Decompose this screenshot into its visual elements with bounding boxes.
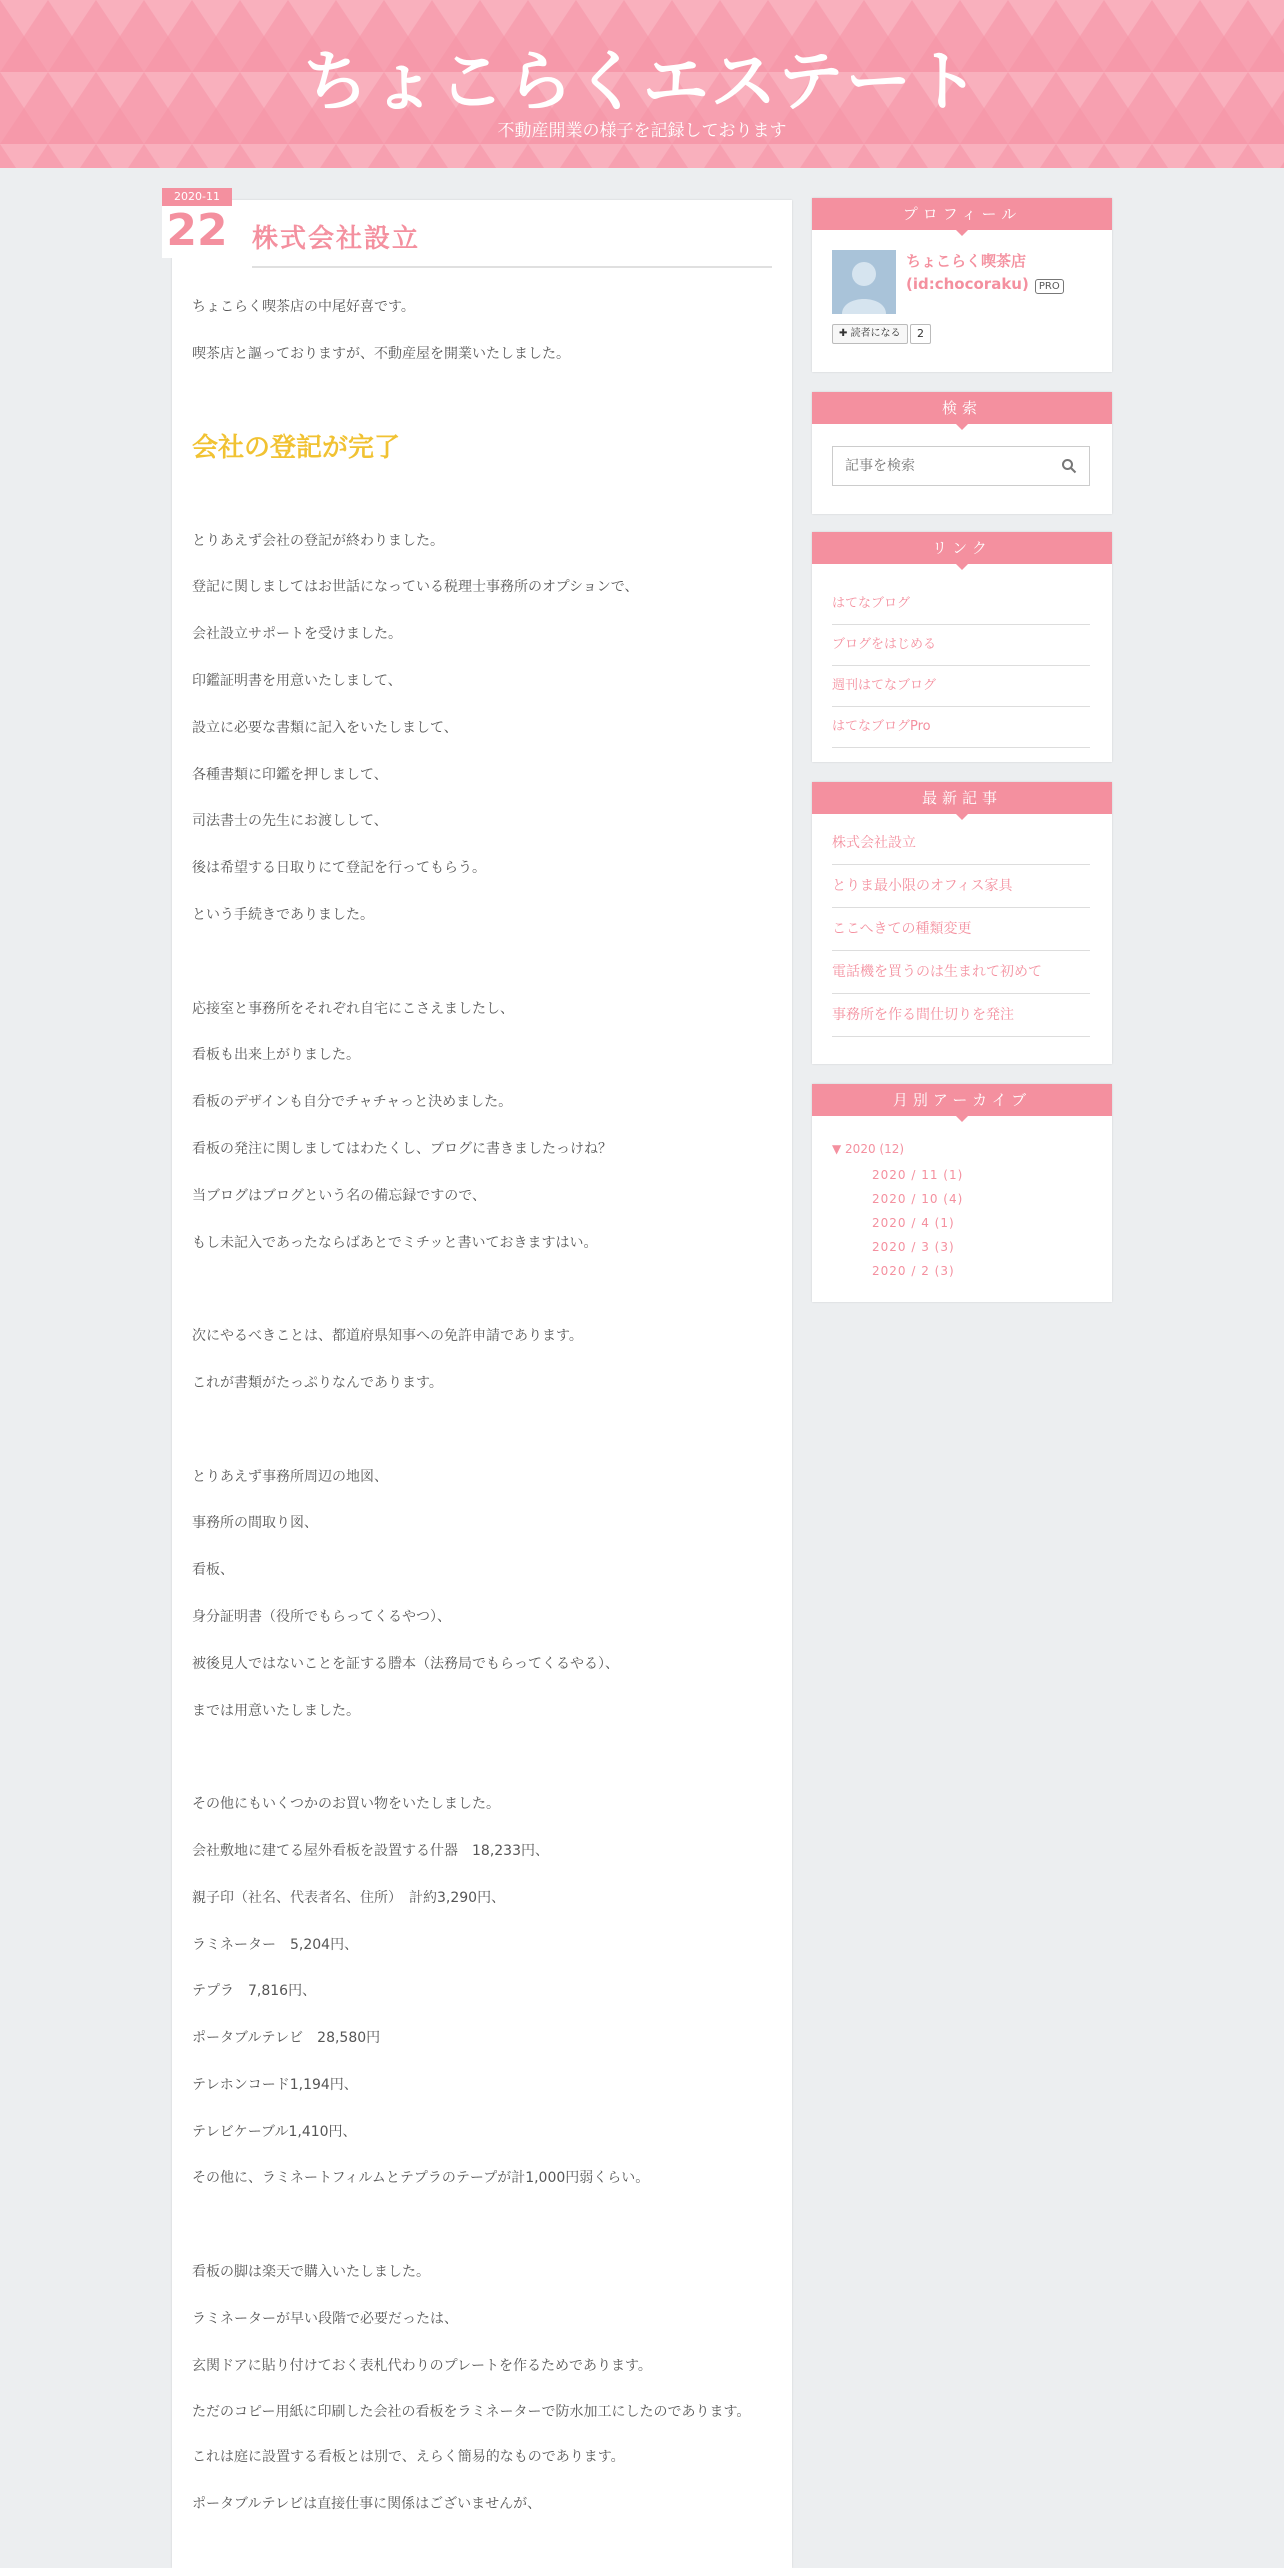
archive-month[interactable]: 2020 / 4 (1) [872,1216,955,1230]
archive-month[interactable]: 2020 / 2 (3) [872,1264,955,1278]
paragraph: 身分証明書（役所でもらってくるやつ）、 [192,1608,451,1625]
paragraph: ちょこらく喫茶店の中尾好喜です。 [192,299,415,315]
paragraph: 事務所の間取り図、 [192,1515,318,1532]
search-widget [812,392,1112,514]
avatar[interactable] [832,250,896,314]
paragraph: もし未記入であったならばあとでミチッと書いておきますはい。 [192,1234,598,1251]
plus-icon: ✚ [839,328,851,339]
recent-entry-item[interactable]: 株式会社設立 [832,822,1090,865]
paragraph: ラミネーター 5,204円、 [192,1936,359,1953]
paragraph: 会社敷地に建てる屋外看板を設置する什器 18,233円、 [192,1842,549,1859]
link-item[interactable]: ブログをはじめる [832,625,1090,666]
paragraph: 親子印（社名、代表者名、住所） 計約3,290円、 [192,1889,506,1906]
paragraph: 看板も出来上がりました。 [192,1047,360,1064]
paragraph: 会社設立サポートを受けました。 [192,626,402,643]
paragraph: 応接室と事務所をそれぞれ自宅にこさえましたし、 [192,1000,514,1017]
paragraph: ラミネーターが早い段階で必要だったは、 [192,2310,458,2327]
paragraph-spacer [192,2202,772,2249]
entry-date-year-month: 2020-11 [162,188,232,206]
links-widget [812,532,1112,762]
search-widget-title: 検索 [812,392,1112,424]
entry-date [162,188,232,258]
paragraph: ただのコピー用紙に印刷した会社の看板をラミネーターで防水加工にしたのであります。 [192,2404,751,2421]
paragraph: テレホンコード1,194円、 [192,2076,358,2093]
paragraph: 司法書士の先生にお渡しして、 [192,813,388,830]
paragraph: 当ブログはブログという名の備忘録ですので、 [192,1187,486,1204]
recent-entry-item[interactable]: ここへきての種類変更 [832,908,1090,951]
paragraph-spacer [192,1407,772,1454]
paragraph: その他にもいくつかのお買い物をいたしました。 [192,1796,500,1813]
paragraph: 看板の発注に関しましてはわたくし、ブログに書きましたっけね？ [192,1140,612,1157]
paragraph: とりあえず事務所周辺の地図、 [192,1468,388,1485]
paragraph-spacer [192,1734,772,1781]
triangle-down-icon[interactable]: ▼ [832,1142,846,1156]
paragraph: 設立に必要な書類に記入をいたしまして、 [192,719,458,736]
archive-month[interactable]: 2020 / 11 (1) [872,1168,964,1182]
paragraph: 看板の脚は楽天で購入いたしました。 [192,2264,430,2281]
search-icon[interactable] [1061,458,1077,474]
section-heading: 会社の登記が完了 [192,432,401,463]
recent-entry-item[interactable]: とりま最小限のオフィス家具 [832,865,1090,908]
profile-name[interactable]: ちょこらく喫茶店 [906,252,1027,270]
avatar-person-icon [832,250,896,314]
link-item[interactable]: はてなブログPro [832,707,1090,748]
archive-widget-title: 月別アーカイブ [812,1084,1112,1116]
paragraph: 印鑑証明書を用意いたしまして、 [192,672,402,689]
paragraph: テプラ 7,816円、 [192,1983,317,2000]
paragraph-spacer [192,1266,772,1313]
entry-title[interactable]: 株式会社設立 [252,218,772,268]
subscribe-button-label: 読者になる [850,328,901,339]
search-form [832,446,1090,486]
paragraph-spacer [192,939,772,986]
archive-year[interactable] [832,1142,904,1156]
profile-name-block [906,250,1064,296]
links-list [832,584,1090,748]
subscriber-count[interactable]: 2 [910,324,931,344]
profile-id[interactable]: (id:chocoraku) [906,275,1029,293]
profile-widget-title: プロフィール [812,198,1112,230]
paragraph: ポータブルテレビ 28,580円 [192,2030,381,2047]
entry-date-day: 22 [166,205,228,256]
archive-year-label: 2020 (12) [845,1142,905,1156]
paragraph: これは庭に設置する看板とは別で、えらく簡易的なものであります。 [192,2449,625,2466]
links-widget-title: リンク [812,532,1112,564]
archive-month[interactable]: 2020 / 3 (3) [872,1240,955,1254]
recent-entries-widget [812,782,1112,1064]
search-input[interactable] [833,447,1067,485]
paragraph: 看板のデザインも自分でチャチャっと決めました。 [192,1094,513,1111]
paragraph: 登記に関しましてはお世話になっている税理士事務所のオプションで、 [192,579,639,596]
profile-widget [812,198,1112,372]
recent-entry-item[interactable]: 電話機を買うのは生まれて初めて [832,951,1090,994]
paragraph: とりあえず会社の登記が終わりました。 [192,532,444,549]
archive-month[interactable]: 2020 / 10 (4) [872,1192,964,1206]
pro-badge: PRO [1035,279,1064,294]
recent-entries-widget-title: 最新記事 [812,782,1112,814]
paragraph: 後は希望する日取りにて登記を行ってもらう。 [192,860,486,877]
paragraph: 次にやるべきことは、都道府県知事への免許申請であります。 [192,1328,583,1345]
recent-entries-list [832,822,1090,1037]
paragraph: 喫茶店と謳っておりますが、不動産屋を開業いたしました。 [192,345,570,362]
link-item[interactable]: はてなブログ [832,584,1090,625]
link-item[interactable]: 週刊はてなブログ [832,666,1090,707]
paragraph: までは用意いたしました。 [192,1702,360,1719]
paragraph: 玄関ドアに貼り付けておく表札代わりのプレートを作るためであります。 [192,2357,652,2374]
site-title[interactable]: ちょこらくエステート [302,43,982,120]
paragraph: ポータブルテレビは直接仕事に関係はございませんが、 [192,2496,542,2513]
entry-content [192,284,772,2528]
archive-widget [812,1084,1112,1302]
paragraph: という手続きでありました。 [192,906,374,923]
subscribe-button[interactable] [832,324,908,344]
paragraph: 看板、 [192,1562,234,1579]
paragraph: これが書類がたっぷりなんであります。 [192,1374,443,1391]
recent-entry-item[interactable]: 事務所を作る間仕切りを発注 [832,994,1090,1037]
paragraph: テレビケーブル1,410円、 [192,2123,357,2140]
paragraph: その他に、ラミネートフィルムとテプラのテープが計1,000円弱くらい。 [192,2170,650,2187]
site-header [0,0,1284,168]
site-description: 不動産開業の様子を記録しております [497,121,787,141]
paragraph: 被後見人ではないことを証する謄本（法務局でもらってくるやる）、 [192,1655,619,1672]
paragraph: 各種書類に印鑑を押しまして、 [192,766,388,783]
